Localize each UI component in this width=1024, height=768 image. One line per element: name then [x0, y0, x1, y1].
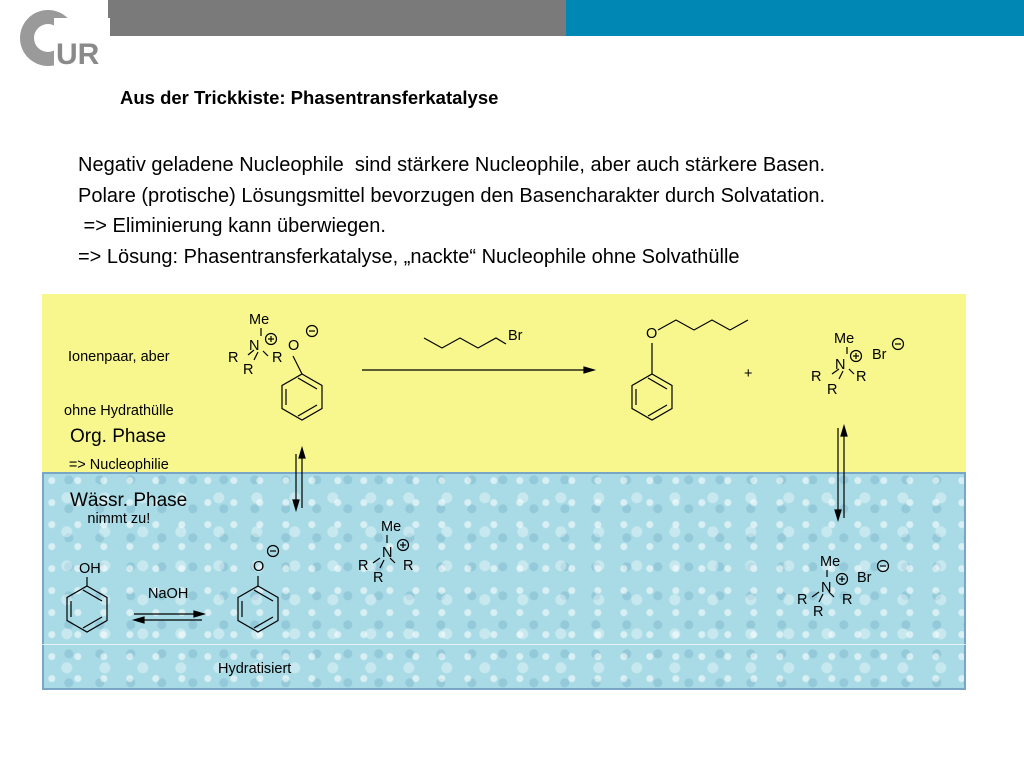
label-n-4: N [821, 580, 832, 596]
label-naoh: NaOH [148, 586, 189, 602]
label-r-2b: R [856, 369, 867, 385]
header-bar-gray [108, 0, 566, 36]
label-r-3b: R [403, 558, 414, 574]
ion-pair-note: Ionenpaar, aber ohne Hydrathülle => Nucleophilie nimmt zu! [64, 349, 174, 527]
slide-title: Aus der Trickkiste: Phasentransferkatalyse [120, 87, 499, 108]
label-hydratisiert: Hydratisiert [218, 661, 292, 677]
logo-text: UR [56, 38, 100, 71]
label-r-3a: R [358, 558, 369, 574]
label-br-4: Br [857, 570, 872, 586]
label-plus: + [744, 366, 753, 382]
label-n-2: N [835, 357, 846, 373]
label-me-1: Me [249, 312, 270, 328]
phenol-aq [67, 577, 107, 632]
label-r-1a: R [228, 350, 239, 366]
label-r-2c: R [827, 382, 838, 398]
university-logo [18, 8, 110, 72]
body-line-3: => Eliminierung kann überwiegen. [78, 215, 386, 237]
body-line-4: => Lösung: Phasentransferkatalyse, „nackte“ Nucleophile ohne Solvathülle [78, 245, 740, 268]
label-me-2: Me [834, 331, 855, 347]
label-n-3: N [382, 545, 393, 561]
org-phase-label: Org. Phase [70, 426, 167, 447]
label-o-ether: O [646, 326, 658, 342]
label-r-3c: R [373, 570, 384, 586]
label-r-4c: R [813, 604, 824, 620]
label-o-aq: O [253, 559, 265, 575]
label-n-1: N [249, 338, 260, 354]
body-line-1: Negativ geladene Nucleophile sind stärkere Nucleophile, aber auch stärkere Basen. [78, 154, 826, 176]
label-br-2: Br [872, 347, 887, 363]
label-o-1: O [288, 338, 300, 354]
label-r-2a: R [811, 369, 822, 385]
label-r-1b: R [272, 350, 283, 366]
aq-phase-label: Wässr. Phase [70, 490, 188, 511]
body-line-2: Polare (protische) Lösungsmittel bevorzugen den Basencharakter durch Solvatation. [78, 184, 826, 207]
body-text [78, 150, 825, 272]
label-r-4b: R [842, 592, 853, 608]
reaction-scheme [42, 294, 966, 692]
label-r-4a: R [797, 592, 808, 608]
label-br-1: Br [508, 328, 523, 344]
label-oh: OH [79, 561, 101, 577]
label-me-3: Me [381, 519, 402, 535]
header-bar-blue [566, 0, 1024, 36]
label-r-1c: R [243, 362, 254, 378]
label-me-4: Me [820, 554, 841, 570]
